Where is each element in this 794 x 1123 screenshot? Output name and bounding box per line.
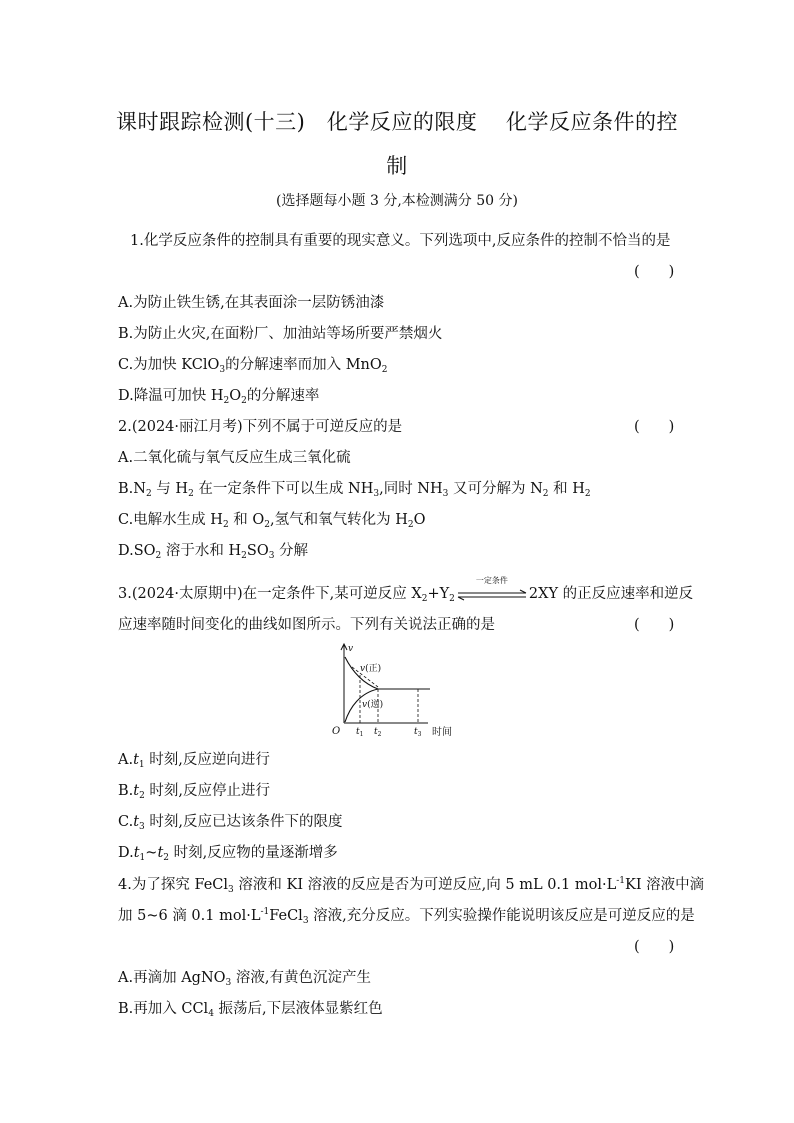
tick-label-t2: $t_2$	[374, 727, 382, 738]
q4-answer-paren: ( )	[634, 939, 675, 955]
q2-option-c: C.电解水生成 $H_2$ 和 $O_2$,氢气和氧气转化为 $H_2O$	[118, 512, 426, 530]
page-title	[110, 100, 684, 188]
q1-option-c: C.为加快 KClO$_3$的分解速率而加入 MnO$_2$	[118, 357, 388, 375]
rate-time-chart	[330, 641, 470, 743]
q2-stem: 2.(2024·丽江月考)下列不属于可逆反应的是	[118, 419, 403, 435]
series-label-v-backward: v(逆)	[362, 700, 384, 710]
q3-option-a: $A.t_1$ 时刻,反应逆向进行	[118, 752, 270, 770]
x-axis-label: 时间	[432, 727, 452, 738]
q3-stem-line-1: 3.(2024·太原期中)在一定条件下,某可逆反应 $X_2+Y_2$ 一定条件 2XY 的正反应速率和逆反	[118, 576, 694, 604]
title-line-2: 制	[386, 154, 408, 178]
q3-stem-line-2: 应速率随时间变化的曲线如图所示。下列有关说法正确的是	[118, 617, 495, 633]
tick-label-t3: $t_3$	[414, 727, 422, 738]
rate-time-chart-svg	[330, 641, 470, 739]
reversible-arrow-icon	[456, 576, 528, 601]
q2-option-b: $B.N_2$ 与 $H_2$ 在一定条件下可以生成 $NH_3$,同时 $NH_3$ 又可分解为 $N_2$ 和 $H_2$	[118, 481, 591, 499]
q4-stem-line-2: 加 5~6 滴 0.1 $mol\cdot L^{-1}FeCl_3$ 溶液,充分反应。下列实验操作能说明该反应是可逆反应的是	[118, 907, 695, 926]
q3-option-d: $D.t_1\sim t_2$ 时刻,反应物的量逐渐增多	[118, 845, 338, 863]
q3-answer-paren: ( )	[634, 617, 675, 633]
q4-option-b: B.再加入 CCl$_4$ 振荡后,下层液体显紫红色	[118, 1001, 383, 1019]
q3-option-c: $C.t_3$ 时刻,反应已达该条件下的限度	[118, 814, 343, 832]
q3-option-b: $B.t_2$ 时刻,反应停止进行	[118, 783, 271, 801]
tick-label-t1: $t_1$	[356, 727, 364, 738]
q4-option-a: A.再滴加 AgNO$_3$ 溶液,有黄色沉淀产生	[118, 970, 371, 988]
q1-stem: 1.化学反应条件的控制具有重要的现实意义。下列选项中,反应条件的控制不恰当的是	[130, 233, 671, 249]
arrow-condition: 一定条件	[475, 576, 508, 585]
y-axis-label: v	[348, 644, 354, 654]
q2-answer-paren: ( )	[634, 419, 675, 435]
q1-option-a: A.为防止铁生锈,在其表面涂一层防锈油漆	[118, 295, 385, 311]
q1-answer-paren: ( )	[634, 264, 675, 280]
scoring-note: (选择题每小题 3 分,本检测满分 50 分)	[276, 193, 518, 209]
q1-option-d: D.降温可加快 $H_2O_2$的分解速率	[118, 388, 320, 406]
origin-label: O	[332, 726, 341, 737]
title-line-1: 课时跟踪检测(十三) 化学反应的限度 化学反应条件的控	[115, 110, 679, 134]
q2-option-a: A.二氧化硫与氧气反应生成三氧化硫	[118, 450, 351, 466]
q4-stem-line-1: 4.为了探究 FeCl$_3$ 溶液和 KI 溶液的反应是否为可逆反应,向 5 mL 0.1 $mol\cdot L^{-1}KI$ 溶液中滴	[118, 876, 705, 895]
series-label-v-forward: v(正)	[360, 664, 382, 674]
q1-option-b: B.为防止火灾,在面粉厂、加油站等场所要严禁烟火	[118, 326, 443, 342]
q2-option-d: $D.SO_2$ 溶于水和 $H_2SO_3$ 分解	[118, 543, 309, 561]
